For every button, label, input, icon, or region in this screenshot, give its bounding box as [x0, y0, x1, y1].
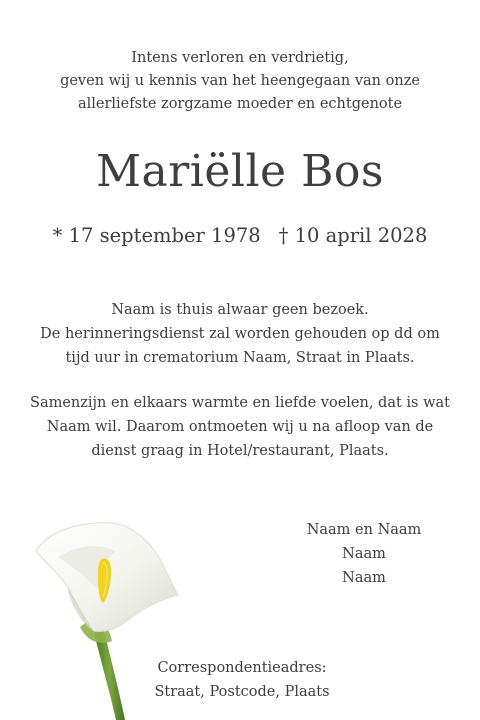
intro-text	[0, 47, 480, 116]
correspondence-label: Correspondentieadres:	[157, 660, 327, 676]
calla-lily-flower	[28, 515, 188, 720]
signer-name: Naam	[342, 570, 386, 586]
service-details	[0, 298, 480, 370]
deceased-name: Mariëlle Bos	[95, 146, 384, 197]
intro-line: geven wij u kennis van het heengegaan van onze	[60, 73, 420, 89]
details-line: tijd uur in crematorium Naam, Straat in Plaats.	[65, 350, 415, 366]
birth-date: * 17 september 1978	[52, 224, 261, 247]
life-dates	[0, 222, 480, 250]
invitation-line: Samenzijn en elkaars warmte en liefde voelen, dat is wat	[30, 395, 450, 411]
details-line: Naam is thuis alwaar geen bezoek.	[111, 302, 369, 318]
intro-line: Intens verloren en verdrietig,	[131, 50, 349, 66]
signer-name: Naam en Naam	[306, 522, 422, 538]
signer-name: Naam	[342, 546, 386, 562]
gathering-invitation	[0, 391, 480, 463]
death-date: † 10 april 2028	[278, 224, 428, 247]
correspondence-address-line: Straat, Postcode, Plaats	[154, 684, 330, 700]
invitation-line: Naam wil. Daarom ontmoeten wij u na afloop van de	[46, 419, 434, 435]
invitation-line: dienst graag in Hotel/restaurant, Plaats.	[91, 443, 389, 459]
details-line: De herinneringsdienst zal worden gehouden op dd om	[40, 326, 440, 342]
lily-stem	[94, 631, 125, 720]
intro-line: allerliefste zorgzame moeder en echtgenote	[77, 96, 403, 112]
signers	[294, 518, 434, 590]
